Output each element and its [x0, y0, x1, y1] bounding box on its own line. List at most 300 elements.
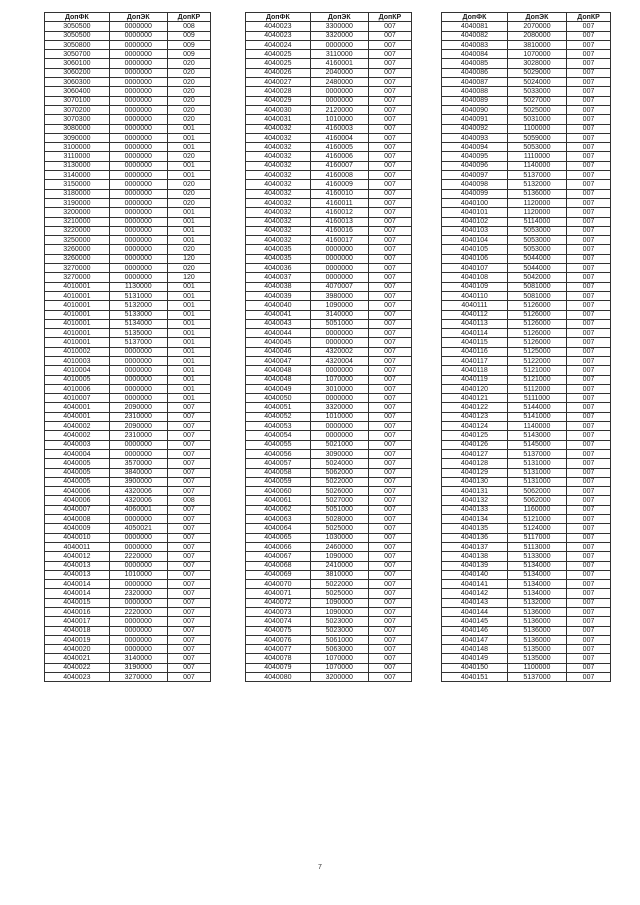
cell-dop-ek: 1140000 — [507, 161, 566, 170]
header-dop-fk: ДопФК — [246, 13, 311, 22]
cell-dop-ek: 5051000 — [310, 505, 368, 514]
cell-dop-fk: 4040039 — [246, 291, 311, 300]
cell-dop-ek: 5133000 — [507, 552, 566, 561]
table-row — [45, 161, 211, 170]
cell-dop-fk: 4040065 — [246, 533, 311, 542]
table-row — [246, 608, 412, 617]
cell-dop-fk: 4010001 — [45, 310, 110, 319]
cell-dop-kr: 001 — [167, 310, 210, 319]
table-row — [45, 673, 211, 682]
cell-dop-kr: 007 — [567, 319, 611, 328]
table-row — [45, 217, 211, 226]
cell-dop-kr: 020 — [167, 245, 210, 254]
table-row — [45, 208, 211, 217]
cell-dop-kr: 020 — [167, 180, 210, 189]
cell-dop-fk: 4040120 — [442, 384, 508, 393]
cell-dop-fk: 4040115 — [442, 338, 508, 347]
table-row — [246, 542, 412, 551]
cell-dop-kr: 007 — [368, 301, 411, 310]
cell-dop-ek: 0000000 — [109, 87, 167, 96]
cell-dop-kr: 007 — [368, 152, 411, 161]
cell-dop-ek: 0000000 — [109, 617, 167, 626]
cell-dop-kr: 008 — [167, 496, 210, 505]
cell-dop-ek: 5117000 — [507, 533, 566, 542]
table-row — [246, 412, 412, 421]
cell-dop-fk: 4040023 — [246, 22, 311, 31]
cell-dop-fk: 4010001 — [45, 282, 110, 291]
cell-dop-ek: 5137000 — [507, 673, 566, 682]
cell-dop-fk: 4040030 — [246, 105, 311, 114]
cell-dop-ek: 0000000 — [109, 105, 167, 114]
cell-dop-ek: 5026000 — [310, 487, 368, 496]
cell-dop-fk: 4040062 — [246, 505, 311, 514]
cell-dop-kr: 007 — [167, 589, 210, 598]
table-row — [442, 487, 611, 496]
cell-dop-kr: 007 — [167, 663, 210, 672]
cell-dop-kr: 007 — [167, 570, 210, 579]
cell-dop-ek: 5022000 — [310, 580, 368, 589]
cell-dop-ek: 3840000 — [109, 468, 167, 477]
cell-dop-ek: 0000000 — [310, 273, 368, 282]
cell-dop-ek: 1140000 — [507, 422, 566, 431]
cell-dop-fk: 4040135 — [442, 524, 508, 533]
cell-dop-kr: 007 — [567, 403, 611, 412]
cell-dop-fk: 4040014 — [45, 580, 110, 589]
cell-dop-kr: 007 — [567, 329, 611, 338]
table-row — [45, 31, 211, 40]
cell-dop-kr: 007 — [167, 561, 210, 570]
cell-dop-fk: 4040138 — [442, 552, 508, 561]
table-row — [442, 133, 611, 142]
cell-dop-fk: 4010003 — [45, 356, 110, 365]
cell-dop-ek: 3570000 — [109, 459, 167, 468]
cell-dop-kr: 007 — [167, 412, 210, 421]
cell-dop-fk: 4040040 — [246, 301, 311, 310]
cell-dop-kr: 007 — [167, 515, 210, 524]
table-row — [45, 654, 211, 663]
cell-dop-fk: 4040122 — [442, 403, 508, 412]
cell-dop-kr: 007 — [368, 226, 411, 235]
cell-dop-ek: 5126000 — [507, 338, 566, 347]
table-row — [442, 50, 611, 59]
cell-dop-fk: 4040088 — [442, 87, 508, 96]
table-row — [442, 264, 611, 273]
cell-dop-ek: 1030000 — [310, 533, 368, 542]
cell-dop-fk: 4040132 — [442, 496, 508, 505]
cell-dop-ek: 4160005 — [310, 143, 368, 152]
cell-dop-fk: 4040014 — [45, 589, 110, 598]
table-row — [45, 143, 211, 152]
table-row — [442, 208, 611, 217]
cell-dop-kr: 007 — [368, 161, 411, 170]
cell-dop-kr: 120 — [167, 254, 210, 263]
cell-dop-ek: 5126000 — [507, 319, 566, 328]
cell-dop-ek: 0000000 — [109, 143, 167, 152]
cell-dop-kr: 007 — [368, 403, 411, 412]
cell-dop-kr: 007 — [368, 171, 411, 180]
cell-dop-kr: 007 — [368, 515, 411, 524]
table-row — [442, 31, 611, 40]
cell-dop-ek: 5025000 — [507, 105, 566, 114]
cell-dop-ek: 1010000 — [310, 115, 368, 124]
cell-dop-kr: 007 — [368, 673, 411, 682]
cell-dop-ek: 5132000 — [507, 180, 566, 189]
cell-dop-ek: 2320000 — [109, 589, 167, 598]
cell-dop-kr: 007 — [167, 608, 210, 617]
table-row — [442, 105, 611, 114]
cell-dop-kr: 007 — [167, 635, 210, 644]
table-row — [246, 124, 412, 133]
cell-dop-ek: 1130000 — [109, 282, 167, 291]
table-row — [442, 319, 611, 328]
cell-dop-fk: 4040126 — [442, 440, 508, 449]
cell-dop-ek: 4160017 — [310, 236, 368, 245]
cell-dop-ek: 4160004 — [310, 133, 368, 142]
cell-dop-fk: 3060200 — [45, 68, 110, 77]
table-row — [442, 459, 611, 468]
table-row — [442, 22, 611, 31]
cell-dop-ek: 5121000 — [507, 375, 566, 384]
cell-dop-kr: 007 — [368, 468, 411, 477]
cell-dop-ek: 5023000 — [310, 626, 368, 635]
table-row — [45, 282, 211, 291]
cell-dop-fk: 4040032 — [246, 152, 311, 161]
cell-dop-kr: 009 — [167, 40, 210, 49]
cell-dop-kr: 007 — [567, 161, 611, 170]
cell-dop-kr: 007 — [567, 310, 611, 319]
table-row — [45, 617, 211, 626]
cell-dop-kr: 007 — [567, 598, 611, 607]
cell-dop-ek: 5124000 — [507, 524, 566, 533]
cell-dop-ek: 0000000 — [109, 580, 167, 589]
cell-dop-ek: 4320006 — [109, 496, 167, 505]
table-row — [45, 347, 211, 356]
cell-dop-ek: 4320006 — [109, 487, 167, 496]
cell-dop-ek: 0000000 — [310, 254, 368, 263]
cell-dop-kr: 020 — [167, 96, 210, 105]
cell-dop-ek: 3320000 — [310, 403, 368, 412]
cell-dop-fk: 4040090 — [442, 105, 508, 114]
table-row — [442, 515, 611, 524]
cell-dop-fk: 4040027 — [246, 78, 311, 87]
cell-dop-fk: 4040093 — [442, 133, 508, 142]
cell-dop-fk: 4040035 — [246, 254, 311, 263]
cell-dop-kr: 020 — [167, 152, 210, 161]
cell-dop-kr: 001 — [167, 208, 210, 217]
cell-dop-fk: 4040067 — [246, 552, 311, 561]
table-row — [246, 468, 412, 477]
cell-dop-ek: 5126000 — [507, 329, 566, 338]
table-row — [246, 310, 412, 319]
cell-dop-fk: 4040071 — [246, 589, 311, 598]
cell-dop-fk: 3140000 — [45, 171, 110, 180]
cell-dop-ek: 3090000 — [310, 449, 368, 458]
table-row — [246, 105, 412, 114]
table-row — [442, 338, 611, 347]
cell-dop-ek: 3140000 — [310, 310, 368, 319]
cell-dop-ek: 0000000 — [109, 189, 167, 198]
table-row — [246, 161, 412, 170]
table-row — [246, 663, 412, 672]
cell-dop-ek: 5135000 — [507, 645, 566, 654]
table-row — [45, 580, 211, 589]
cell-dop-kr: 007 — [368, 524, 411, 533]
table-row — [442, 645, 611, 654]
cell-dop-ek: 0000000 — [109, 384, 167, 393]
cell-dop-fk: 4040080 — [246, 673, 311, 682]
cell-dop-kr: 007 — [567, 208, 611, 217]
cell-dop-fk: 4040025 — [246, 50, 311, 59]
table-row — [45, 254, 211, 263]
cell-dop-fk: 4040032 — [246, 189, 311, 198]
cell-dop-kr: 001 — [167, 124, 210, 133]
cell-dop-kr: 001 — [167, 319, 210, 328]
cell-dop-fk: 4040142 — [442, 589, 508, 598]
cell-dop-ek: 0000000 — [109, 356, 167, 365]
cell-dop-kr: 001 — [167, 384, 210, 393]
cell-dop-kr: 001 — [167, 161, 210, 170]
cell-dop-kr: 007 — [567, 254, 611, 263]
cell-dop-fk: 4040139 — [442, 561, 508, 570]
table-row — [45, 152, 211, 161]
table-row — [442, 598, 611, 607]
cell-dop-fk: 4040006 — [45, 487, 110, 496]
cell-dop-fk: 4040007 — [45, 505, 110, 514]
cell-dop-fk: 4040081 — [442, 22, 508, 31]
cell-dop-kr: 007 — [368, 477, 411, 486]
table-row — [246, 115, 412, 124]
cell-dop-kr: 007 — [368, 217, 411, 226]
cell-dop-fk: 4040047 — [246, 356, 311, 365]
cell-dop-kr: 007 — [567, 87, 611, 96]
cell-dop-kr: 007 — [368, 50, 411, 59]
cell-dop-ek: 3028000 — [507, 59, 566, 68]
cell-dop-ek: 0000000 — [109, 96, 167, 105]
cell-dop-fk: 4040137 — [442, 542, 508, 551]
table-row — [45, 663, 211, 672]
cell-dop-fk: 4040015 — [45, 598, 110, 607]
table-row — [45, 105, 211, 114]
cell-dop-kr: 007 — [567, 635, 611, 644]
cell-dop-fk: 4040032 — [246, 217, 311, 226]
cell-dop-kr: 007 — [567, 617, 611, 626]
table-row — [246, 431, 412, 440]
table-row — [45, 608, 211, 617]
table-row — [442, 533, 611, 542]
table-row — [442, 291, 611, 300]
cell-dop-fk: 3060400 — [45, 87, 110, 96]
cell-dop-kr: 007 — [167, 505, 210, 514]
cell-dop-fk: 4040149 — [442, 654, 508, 663]
cell-dop-kr: 007 — [167, 449, 210, 458]
cell-dop-kr: 007 — [368, 310, 411, 319]
cell-dop-ek: 5135000 — [109, 329, 167, 338]
cell-dop-fk: 4040136 — [442, 533, 508, 542]
table-row — [246, 589, 412, 598]
cell-dop-ek: 1070000 — [310, 654, 368, 663]
cell-dop-fk: 4040098 — [442, 180, 508, 189]
table-row — [442, 431, 611, 440]
cell-dop-fk: 4040008 — [45, 515, 110, 524]
table-row — [442, 180, 611, 189]
cell-dop-kr: 007 — [167, 654, 210, 663]
cell-dop-fk: 4040055 — [246, 440, 311, 449]
cell-dop-kr: 001 — [167, 347, 210, 356]
cell-dop-kr: 007 — [567, 171, 611, 180]
cell-dop-fk: 4040133 — [442, 505, 508, 514]
cell-dop-ek: 0000000 — [109, 264, 167, 273]
cell-dop-fk: 3050500 — [45, 22, 110, 31]
cell-dop-kr: 020 — [167, 189, 210, 198]
table-row — [246, 245, 412, 254]
cell-dop-ek: 3200000 — [310, 673, 368, 682]
table-row — [45, 226, 211, 235]
table-row — [246, 375, 412, 384]
cell-dop-fk: 4040032 — [246, 236, 311, 245]
cell-dop-ek: 5028000 — [310, 515, 368, 524]
table-row — [442, 226, 611, 235]
cell-dop-ek: 0000000 — [109, 626, 167, 635]
cell-dop-ek: 5136000 — [507, 626, 566, 635]
cell-dop-ek: 5113000 — [507, 542, 566, 551]
cell-dop-kr: 007 — [368, 338, 411, 347]
cell-dop-fk: 4010001 — [45, 291, 110, 300]
cell-dop-kr: 007 — [368, 208, 411, 217]
cell-dop-kr: 007 — [167, 533, 210, 542]
cell-dop-ek: 3980000 — [310, 291, 368, 300]
table-row — [45, 384, 211, 393]
code-table-col-2 — [245, 12, 412, 682]
cell-dop-kr: 007 — [167, 440, 210, 449]
cell-dop-kr: 007 — [567, 468, 611, 477]
cell-dop-ek: 0000000 — [109, 22, 167, 31]
cell-dop-kr: 007 — [368, 189, 411, 198]
cell-dop-ek: 5053000 — [507, 143, 566, 152]
cell-dop-fk: 4040091 — [442, 115, 508, 124]
cell-dop-kr: 007 — [567, 366, 611, 375]
table-row — [442, 654, 611, 663]
cell-dop-ek: 5131000 — [507, 477, 566, 486]
cell-dop-ek: 5023000 — [310, 617, 368, 626]
table-row — [246, 254, 412, 263]
table-row — [45, 598, 211, 607]
cell-dop-ek: 0000000 — [109, 347, 167, 356]
cell-dop-fk: 4040124 — [442, 422, 508, 431]
cell-dop-ek: 0000000 — [109, 68, 167, 77]
cell-dop-ek: 4320002 — [310, 347, 368, 356]
cell-dop-kr: 007 — [368, 347, 411, 356]
cell-dop-fk: 4040150 — [442, 663, 508, 672]
cell-dop-fk: 4010002 — [45, 347, 110, 356]
cell-dop-ek: 4160007 — [310, 161, 368, 170]
table-row — [246, 273, 412, 282]
cell-dop-ek: 4160010 — [310, 189, 368, 198]
cell-dop-kr: 007 — [368, 561, 411, 570]
cell-dop-fk: 4040005 — [45, 459, 110, 468]
cell-dop-kr: 007 — [567, 115, 611, 124]
cell-dop-kr: 007 — [567, 96, 611, 105]
cell-dop-ek: 5137000 — [507, 171, 566, 180]
cell-dop-kr: 020 — [167, 115, 210, 124]
cell-dop-fk: 4040022 — [45, 663, 110, 672]
cell-dop-ek: 5132000 — [109, 301, 167, 310]
table-row — [246, 133, 412, 142]
cell-dop-kr: 007 — [368, 384, 411, 393]
cell-dop-ek: 4060001 — [109, 505, 167, 514]
table-row — [246, 440, 412, 449]
cell-dop-ek: 0000000 — [109, 31, 167, 40]
cell-dop-kr: 001 — [167, 366, 210, 375]
cell-dop-fk: 4040048 — [246, 375, 311, 384]
cell-dop-fk: 4040026 — [246, 68, 311, 77]
table-row — [246, 617, 412, 626]
cell-dop-kr: 007 — [368, 22, 411, 31]
cell-dop-fk: 4040031 — [246, 115, 311, 124]
cell-dop-kr: 007 — [368, 282, 411, 291]
cell-dop-kr: 007 — [567, 384, 611, 393]
cell-dop-ek: 5132000 — [507, 598, 566, 607]
cell-dop-kr: 007 — [368, 431, 411, 440]
cell-dop-kr: 001 — [167, 171, 210, 180]
cell-dop-ek: 5062000 — [310, 468, 368, 477]
cell-dop-kr: 007 — [567, 347, 611, 356]
cell-dop-ek: 5053000 — [507, 236, 566, 245]
cell-dop-fk: 3110000 — [45, 152, 110, 161]
cell-dop-ek: 0000000 — [310, 264, 368, 273]
cell-dop-kr: 007 — [567, 356, 611, 365]
table-row — [45, 431, 211, 440]
table-row — [45, 524, 211, 533]
cell-dop-fk: 4040032 — [246, 143, 311, 152]
cell-dop-kr: 007 — [368, 533, 411, 542]
cell-dop-kr: 007 — [368, 375, 411, 384]
table-row — [442, 542, 611, 551]
cell-dop-fk: 4040146 — [442, 626, 508, 635]
cell-dop-kr: 007 — [368, 273, 411, 282]
cell-dop-ek: 5134000 — [507, 570, 566, 579]
cell-dop-kr: 008 — [167, 22, 210, 31]
table-row — [246, 68, 412, 77]
cell-dop-ek: 5122000 — [507, 356, 566, 365]
cell-dop-ek: 5025000 — [310, 524, 368, 533]
cell-dop-fk: 4010001 — [45, 329, 110, 338]
cell-dop-ek: 1090000 — [310, 301, 368, 310]
cell-dop-fk: 4040017 — [45, 617, 110, 626]
cell-dop-kr: 007 — [368, 645, 411, 654]
table-row — [442, 496, 611, 505]
cell-dop-ek: 0000000 — [109, 171, 167, 180]
cell-dop-kr: 020 — [167, 264, 210, 273]
cell-dop-fk: 4040094 — [442, 143, 508, 152]
cell-dop-ek: 3300000 — [310, 22, 368, 31]
cell-dop-fk: 4040059 — [246, 477, 311, 486]
cell-dop-kr: 007 — [567, 282, 611, 291]
cell-dop-ek: 3810000 — [310, 570, 368, 579]
cell-dop-kr: 007 — [567, 515, 611, 524]
cell-dop-ek: 5061000 — [310, 635, 368, 644]
cell-dop-fk: 3250000 — [45, 236, 110, 245]
table-row — [442, 87, 611, 96]
cell-dop-ek: 0000000 — [109, 50, 167, 59]
cell-dop-fk: 4040018 — [45, 626, 110, 635]
table-row — [45, 189, 211, 198]
cell-dop-kr: 007 — [567, 412, 611, 421]
table-row — [45, 264, 211, 273]
table-row — [442, 422, 611, 431]
cell-dop-ek: 2220000 — [109, 608, 167, 617]
cell-dop-fk: 4040056 — [246, 449, 311, 458]
cell-dop-ek: 0000000 — [310, 338, 368, 347]
